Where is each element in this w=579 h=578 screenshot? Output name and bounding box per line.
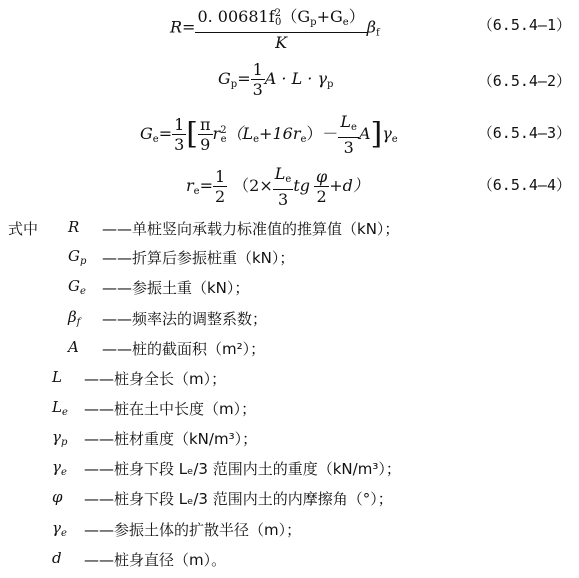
symbol-text: G bbox=[68, 247, 80, 265]
superscript: 2 bbox=[220, 125, 227, 136]
definition-row bbox=[0, 398, 579, 424]
subscript: e bbox=[351, 122, 357, 133]
equation-6-5-4-2 bbox=[0, 60, 579, 100]
symbol-text: γ bbox=[52, 519, 61, 537]
equation-number: （6.5.4—4） bbox=[477, 176, 571, 194]
definition-row bbox=[0, 338, 579, 364]
equation-body bbox=[170, 4, 380, 52]
numerator-text: L bbox=[274, 164, 286, 183]
paren-term: （L bbox=[226, 124, 254, 143]
definition-symbol bbox=[52, 549, 62, 569]
fraction bbox=[213, 167, 227, 206]
numerator bbox=[195, 4, 366, 33]
superscript: 2 bbox=[274, 8, 281, 19]
subscript: e bbox=[60, 528, 67, 539]
definition-symbol bbox=[68, 308, 80, 328]
definition-symbol bbox=[68, 218, 79, 238]
tangent-function: tg bbox=[293, 176, 310, 195]
fraction bbox=[198, 115, 213, 154]
symbol-text: γ bbox=[52, 428, 61, 446]
where-label: 式中 bbox=[8, 220, 39, 238]
symbol-A: A bbox=[358, 124, 371, 143]
equals-sign: = bbox=[237, 69, 251, 88]
definition-text: ——参振土重（kN）； bbox=[102, 279, 250, 297]
numerator: φ bbox=[315, 167, 328, 186]
numerator: 1 bbox=[214, 167, 226, 186]
equation-body bbox=[140, 112, 398, 157]
fraction bbox=[338, 112, 359, 157]
definition-text: ——桩身全长（m）； bbox=[84, 370, 227, 388]
definition-row bbox=[0, 458, 579, 484]
numerator: 1 bbox=[174, 115, 185, 134]
denominator: 2 bbox=[214, 187, 226, 206]
subscript: p bbox=[310, 17, 317, 28]
equation-6-5-4-4 bbox=[0, 164, 579, 209]
subscript: e bbox=[79, 286, 86, 297]
paren-term: ）－ bbox=[306, 124, 339, 143]
subscript: e bbox=[152, 134, 159, 145]
definition-text: ——桩材重度（kN/m³）； bbox=[84, 430, 258, 448]
definition-symbol bbox=[68, 338, 79, 358]
definition-symbol bbox=[68, 277, 86, 297]
paren-term: （2× bbox=[233, 176, 273, 195]
subscript: e bbox=[300, 134, 307, 145]
denominator: 3 bbox=[277, 190, 289, 209]
paren-term: +16r bbox=[259, 124, 301, 143]
subscript: e bbox=[391, 134, 398, 145]
subscript: 0 bbox=[275, 17, 282, 28]
symbol-text: φ bbox=[52, 488, 63, 506]
denominator: 3 bbox=[343, 138, 354, 157]
equation-body bbox=[218, 60, 333, 99]
equation-6-5-4-1 bbox=[0, 2, 579, 52]
left-bracket: [ bbox=[186, 116, 199, 152]
denominator: 3 bbox=[174, 135, 185, 154]
definition-row bbox=[0, 488, 579, 514]
equation-6-5-4-3 bbox=[0, 112, 579, 157]
definition-text: ——频率法的调整系数； bbox=[102, 310, 268, 328]
denominator: 3 bbox=[252, 80, 263, 99]
symbol-G: G bbox=[218, 69, 231, 88]
definition-text: ——桩身直径（m）。 bbox=[84, 551, 227, 569]
subscript: e bbox=[193, 186, 200, 197]
symbol-text: L bbox=[52, 368, 62, 386]
fraction bbox=[172, 115, 186, 154]
fraction bbox=[251, 60, 265, 99]
symbol-text: β bbox=[68, 308, 77, 326]
symbol-gamma: γ bbox=[382, 124, 392, 143]
numerator: 1 bbox=[252, 60, 263, 79]
numerator-text: （G bbox=[281, 7, 311, 26]
definition-text: ——单桩竖向承载力标准值的推算值（kN）； bbox=[102, 220, 400, 238]
equation-number: （6.5.4—1） bbox=[477, 16, 571, 34]
numerator-text: L bbox=[340, 112, 352, 131]
numerator-text: ） bbox=[348, 7, 365, 26]
symbol-beta: β bbox=[366, 17, 376, 37]
definition-row bbox=[0, 549, 579, 575]
numerator-text: +G bbox=[316, 7, 343, 26]
definition-symbol bbox=[68, 247, 86, 267]
definition-text: ——桩在土中长度（m）； bbox=[84, 400, 257, 418]
equals-sign: = bbox=[158, 124, 173, 143]
fraction bbox=[273, 164, 294, 209]
definition-row bbox=[0, 368, 579, 394]
numerator: π bbox=[200, 115, 211, 134]
equation-number: （6.5.4—2） bbox=[477, 72, 571, 90]
denominator: 9 bbox=[200, 135, 211, 154]
subscript: e bbox=[253, 134, 260, 145]
definition-text: ——桩的截面积（m²）； bbox=[102, 340, 266, 358]
paren-term: +d） bbox=[329, 176, 369, 195]
subscript: e bbox=[61, 407, 68, 418]
definition-row bbox=[0, 247, 579, 273]
definition-text: ——桩身下段 Lₑ/3 范围内土的重度（kN/m³）； bbox=[84, 460, 401, 478]
subscript: p bbox=[60, 437, 68, 448]
definition-symbol bbox=[52, 368, 62, 388]
equals-sign: = bbox=[182, 17, 196, 37]
definition-row bbox=[0, 308, 579, 334]
subscript: p bbox=[230, 79, 238, 90]
symbol-text: γ bbox=[52, 458, 61, 476]
definition-symbol bbox=[52, 458, 67, 478]
subscript: p bbox=[327, 79, 334, 90]
equation-number: （6.5.4—3） bbox=[477, 124, 571, 142]
definition-text: ——参振土体的扩散半径（m）； bbox=[84, 521, 302, 539]
definition-text: ——折算后参振桩重（kN）； bbox=[102, 249, 295, 267]
symbol-text: R bbox=[68, 218, 80, 236]
subscript: e bbox=[285, 174, 292, 185]
symbol-r: r bbox=[186, 176, 194, 195]
symbol-text: L bbox=[52, 398, 62, 416]
subscript: e bbox=[60, 467, 67, 478]
denominator: K bbox=[275, 33, 288, 52]
fraction bbox=[195, 4, 366, 52]
definition-row bbox=[0, 519, 579, 545]
numerator-text: 0. 00681f bbox=[197, 7, 275, 26]
definition-symbol bbox=[52, 428, 67, 448]
subscript: f bbox=[375, 27, 380, 39]
definition-row bbox=[0, 428, 579, 454]
symbol-R: R bbox=[170, 17, 183, 37]
definition-symbol bbox=[52, 488, 63, 508]
definition-symbol bbox=[52, 398, 68, 418]
definition-row bbox=[0, 218, 579, 244]
symbol-G: G bbox=[140, 124, 153, 143]
subscript: p bbox=[79, 256, 87, 267]
numerator bbox=[338, 112, 359, 138]
equals-sign: = bbox=[199, 176, 213, 195]
symbol-text: G bbox=[68, 277, 80, 295]
subscript: f bbox=[76, 317, 81, 328]
definition-text: ——桩身下段 Lₑ/3 范围内土的内摩擦角（°）； bbox=[84, 490, 393, 508]
equation-body bbox=[186, 164, 369, 209]
right-bracket: ] bbox=[370, 116, 383, 152]
subscript: e bbox=[220, 134, 227, 145]
definition-symbol bbox=[52, 519, 67, 539]
symbol-text: A bbox=[68, 338, 79, 356]
numerator bbox=[273, 164, 294, 190]
symbol-r: r bbox=[212, 124, 221, 143]
fraction bbox=[314, 167, 329, 206]
definition-row bbox=[0, 277, 579, 303]
symbol-text: d bbox=[52, 549, 62, 567]
product-term: A · L · γ bbox=[264, 69, 328, 88]
subscript: e bbox=[342, 17, 349, 28]
denominator: 2 bbox=[316, 187, 327, 206]
